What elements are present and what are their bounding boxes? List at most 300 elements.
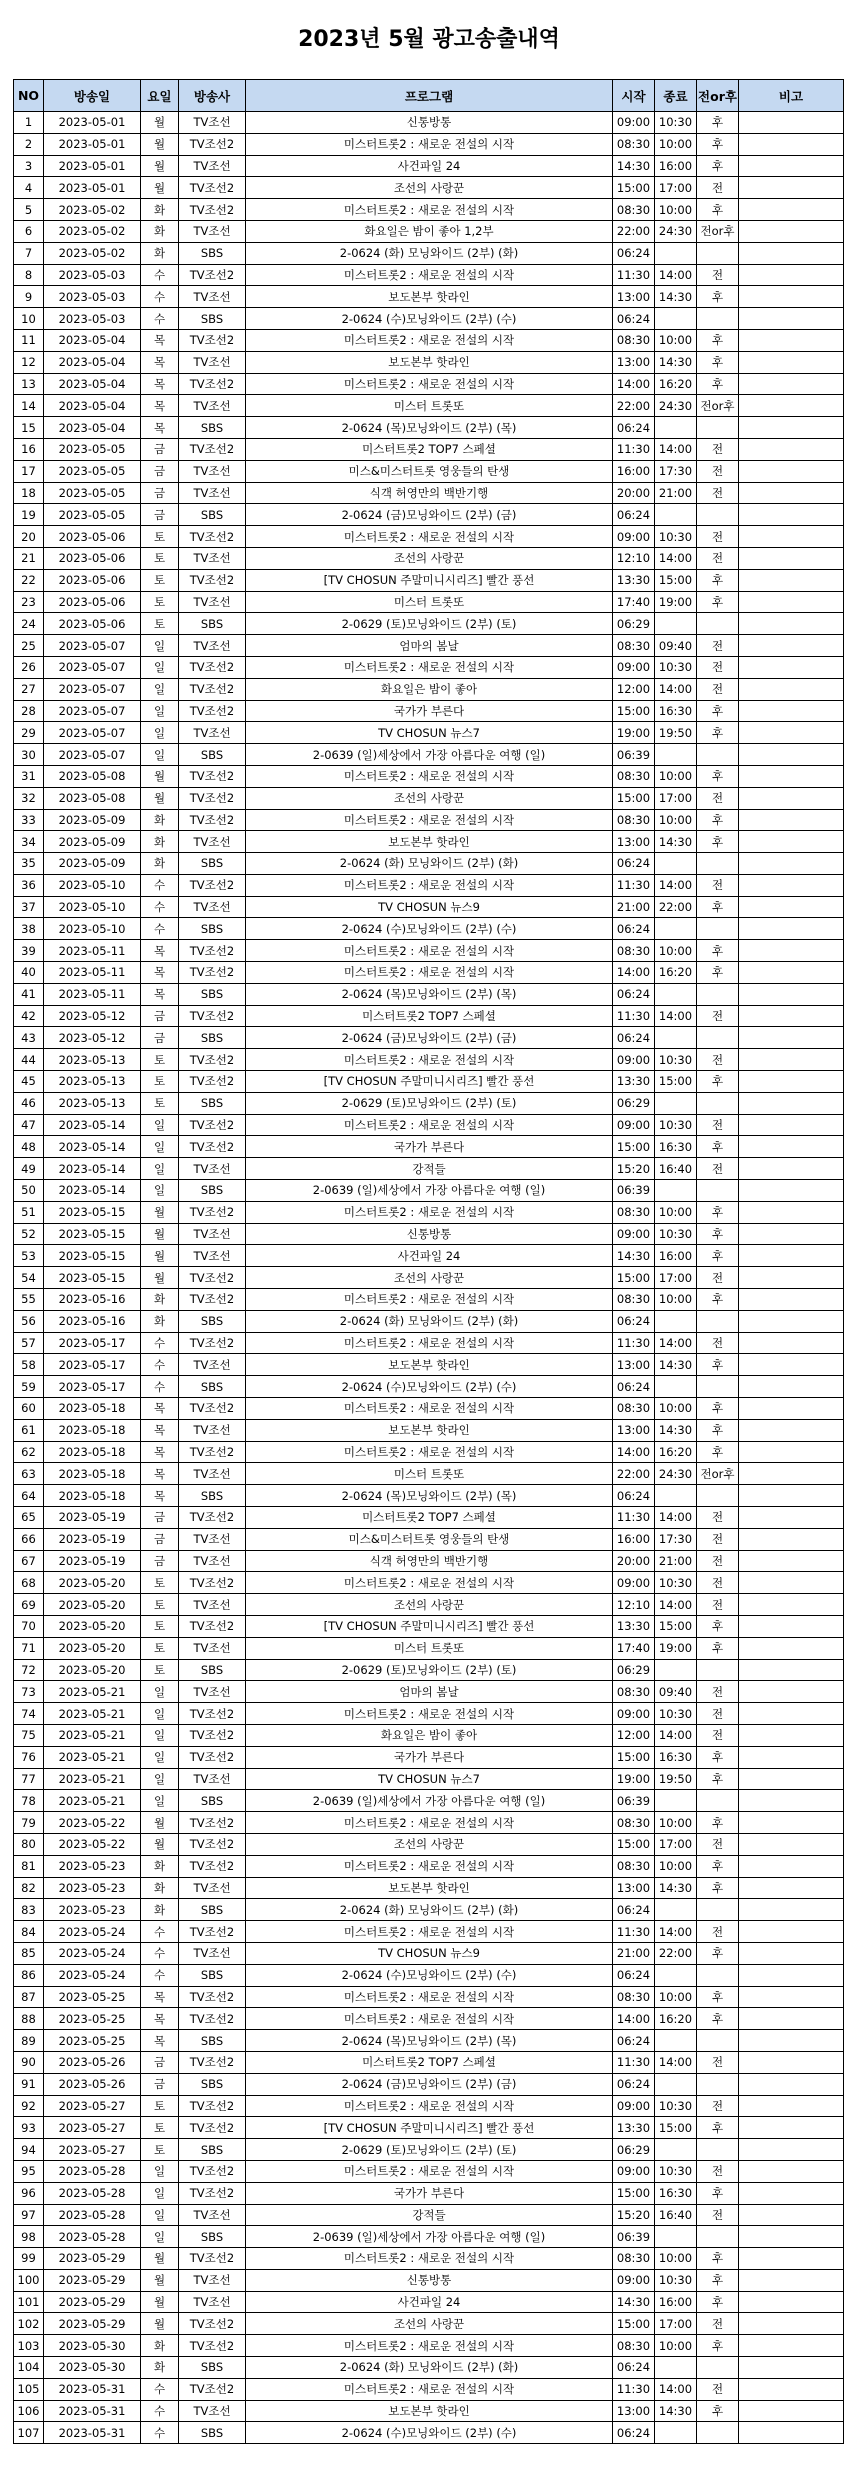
cell-end	[655, 1790, 697, 1812]
cell-start: 15:00	[613, 1267, 655, 1289]
cell-start: 06:24	[613, 1899, 655, 1921]
cell-channel: TV조선2	[179, 2117, 246, 2139]
table-row	[14, 1005, 844, 1027]
cell-before-after: 후	[697, 1746, 739, 1768]
cell-remarks	[739, 1637, 844, 1659]
cell-start: 08:30	[613, 940, 655, 962]
table-row	[14, 656, 844, 678]
cell-date: 2023-05-04	[44, 395, 141, 417]
cell-remarks	[739, 2226, 844, 2248]
cell-remarks	[739, 308, 844, 330]
cell-end: 09:40	[655, 1681, 697, 1703]
cell-start: 16:00	[613, 1528, 655, 1550]
cell-no: 93	[14, 2117, 44, 2139]
cell-date: 2023-05-25	[44, 2008, 141, 2030]
cell-program: 엄마의 봄날	[246, 635, 613, 657]
cell-before-after: 후	[697, 329, 739, 351]
cell-before-after	[697, 1027, 739, 1049]
header-no: NO	[14, 80, 44, 112]
cell-weekday: 금	[141, 1027, 179, 1049]
cell-start: 08:30	[613, 809, 655, 831]
cell-program: [TV CHOSUN 주말미니시리즈] 빨간 풍선	[246, 1071, 613, 1093]
cell-start: 19:00	[613, 1768, 655, 1790]
cell-end: 14:30	[655, 351, 697, 373]
cell-weekday: 월	[141, 2269, 179, 2291]
cell-remarks	[739, 1833, 844, 1855]
cell-date: 2023-05-27	[44, 2095, 141, 2117]
cell-program: 2-0624 (목)모닝와이드 (2부) (목)	[246, 1485, 613, 1507]
cell-program: 2-0629 (토)모닝와이드 (2부) (토)	[246, 1092, 613, 1114]
cell-end: 17:00	[655, 1833, 697, 1855]
cell-end: 14:00	[655, 264, 697, 286]
cell-start: 22:00	[613, 220, 655, 242]
cell-remarks	[739, 1027, 844, 1049]
table-row	[14, 1114, 844, 1136]
table-row	[14, 853, 844, 875]
cell-no: 100	[14, 2269, 44, 2291]
cell-no: 22	[14, 569, 44, 591]
cell-weekday: 화	[141, 1899, 179, 1921]
cell-end	[655, 1310, 697, 1332]
cell-weekday: 금	[141, 460, 179, 482]
cell-end: 17:00	[655, 787, 697, 809]
cell-channel: TV조선	[179, 1942, 246, 1964]
cell-before-after: 후	[697, 2182, 739, 2204]
cell-channel: TV조선2	[179, 2008, 246, 2030]
cell-end: 14:30	[655, 1877, 697, 1899]
cell-no: 86	[14, 1964, 44, 1986]
cell-program: 미스터트롯2 : 새로운 전설의 시작	[246, 962, 613, 984]
cell-channel: TV조선2	[179, 1703, 246, 1725]
cell-no: 3	[14, 155, 44, 177]
cell-date: 2023-05-07	[44, 722, 141, 744]
cell-program: 2-0629 (토)모닝와이드 (2부) (토)	[246, 2139, 613, 2161]
cell-before-after: 전	[697, 1724, 739, 1746]
cell-remarks	[739, 1899, 844, 1921]
cell-before-after	[697, 504, 739, 526]
cell-end: 16:30	[655, 1746, 697, 1768]
cell-start: 12:10	[613, 1594, 655, 1616]
cell-remarks	[739, 1354, 844, 1376]
table-row	[14, 373, 844, 395]
cell-before-after: 후	[697, 1768, 739, 1790]
cell-date: 2023-05-07	[44, 656, 141, 678]
cell-channel: TV조선	[179, 1158, 246, 1180]
cell-no: 66	[14, 1528, 44, 1550]
cell-end: 17:00	[655, 2313, 697, 2335]
cell-before-after	[697, 308, 739, 330]
cell-no: 105	[14, 2378, 44, 2400]
cell-channel: TV조선2	[179, 787, 246, 809]
cell-end: 10:30	[655, 1049, 697, 1071]
cell-start: 06:29	[613, 1092, 655, 1114]
cell-weekday: 토	[141, 569, 179, 591]
cell-no: 27	[14, 678, 44, 700]
cell-end: 21:00	[655, 1550, 697, 1572]
cell-weekday: 화	[141, 2335, 179, 2357]
cell-weekday: 일	[141, 656, 179, 678]
cell-date: 2023-05-16	[44, 1289, 141, 1311]
cell-no: 44	[14, 1049, 44, 1071]
cell-no: 48	[14, 1136, 44, 1158]
cell-no: 70	[14, 1615, 44, 1637]
cell-program: 미스터트롯2 : 새로운 전설의 시작	[246, 1332, 613, 1354]
cell-no: 28	[14, 700, 44, 722]
cell-program: 사건파일 24	[246, 1245, 613, 1267]
cell-weekday: 토	[141, 1615, 179, 1637]
cell-date: 2023-05-02	[44, 242, 141, 264]
cell-remarks	[739, 1768, 844, 1790]
cell-channel: TV조선	[179, 547, 246, 569]
cell-remarks	[739, 613, 844, 635]
cell-date: 2023-05-02	[44, 220, 141, 242]
cell-channel: SBS	[179, 2073, 246, 2095]
cell-start: 11:30	[613, 1507, 655, 1529]
cell-program: 식객 허영만의 백반기행	[246, 1550, 613, 1572]
table-row	[14, 220, 844, 242]
cell-weekday: 일	[141, 1180, 179, 1202]
cell-end: 14:00	[655, 1921, 697, 1943]
table-row	[14, 591, 844, 613]
cell-weekday: 일	[141, 722, 179, 744]
cell-end: 19:50	[655, 722, 697, 744]
cell-program: 화요일은 밤이 좋아	[246, 678, 613, 700]
header-remarks: 비고	[739, 80, 844, 112]
cell-no: 49	[14, 1158, 44, 1180]
cell-channel: TV조선	[179, 1223, 246, 1245]
cell-start: 13:00	[613, 831, 655, 853]
cell-weekday: 목	[141, 2008, 179, 2030]
cell-start: 21:00	[613, 896, 655, 918]
cell-weekday: 금	[141, 482, 179, 504]
cell-remarks	[739, 1659, 844, 1681]
cell-date: 2023-05-23	[44, 1899, 141, 1921]
header-start: 시작	[613, 80, 655, 112]
cell-start: 06:29	[613, 2139, 655, 2161]
cell-no: 33	[14, 809, 44, 831]
cell-before-after: 후	[697, 962, 739, 984]
cell-weekday: 월	[141, 1223, 179, 1245]
cell-program: TV CHOSUN 뉴스7	[246, 1768, 613, 1790]
cell-start: 06:39	[613, 1790, 655, 1812]
cell-date: 2023-05-23	[44, 1855, 141, 1877]
cell-weekday: 금	[141, 1005, 179, 1027]
cell-weekday: 일	[141, 1724, 179, 1746]
cell-before-after	[697, 2422, 739, 2444]
cell-program: 미스터트롯2 TOP7 스페셜	[246, 1005, 613, 1027]
cell-remarks	[739, 547, 844, 569]
cell-start: 13:00	[613, 2400, 655, 2422]
cell-start: 08:30	[613, 199, 655, 221]
cell-before-after: 후	[697, 1223, 739, 1245]
cell-program: 미스&미스터트롯 영웅들의 탄생	[246, 460, 613, 482]
cell-no: 83	[14, 1899, 44, 1921]
cell-date: 2023-05-14	[44, 1136, 141, 1158]
cell-weekday: 토	[141, 2117, 179, 2139]
cell-start: 09:00	[613, 1049, 655, 1071]
cell-channel: SBS	[179, 1790, 246, 1812]
cell-weekday: 월	[141, 787, 179, 809]
cell-weekday: 일	[141, 678, 179, 700]
cell-end: 17:30	[655, 460, 697, 482]
cell-channel: TV조선2	[179, 700, 246, 722]
cell-channel: TV조선2	[179, 438, 246, 460]
cell-before-after: 후	[697, 373, 739, 395]
cell-date: 2023-05-09	[44, 853, 141, 875]
cell-weekday: 토	[141, 1637, 179, 1659]
table-row	[14, 1289, 844, 1311]
cell-remarks	[739, 1245, 844, 1267]
cell-no: 9	[14, 286, 44, 308]
table-row	[14, 1550, 844, 1572]
cell-no: 64	[14, 1485, 44, 1507]
table-row	[14, 1790, 844, 1812]
cell-weekday: 목	[141, 983, 179, 1005]
cell-before-after: 전	[697, 2204, 739, 2226]
cell-before-after	[697, 744, 739, 766]
cell-weekday: 목	[141, 1485, 179, 1507]
cell-end: 10:30	[655, 1703, 697, 1725]
cell-remarks	[739, 1507, 844, 1529]
cell-weekday: 일	[141, 2160, 179, 2182]
cell-date: 2023-05-29	[44, 2291, 141, 2313]
table-row	[14, 2182, 844, 2204]
cell-program: [TV CHOSUN 주말미니시리즈] 빨간 풍선	[246, 569, 613, 591]
cell-weekday: 일	[141, 744, 179, 766]
table-row	[14, 1507, 844, 1529]
cell-channel: TV조선2	[179, 2095, 246, 2117]
cell-channel: TV조선2	[179, 1049, 246, 1071]
cell-channel: TV조선2	[179, 1986, 246, 2008]
cell-remarks	[739, 1485, 844, 1507]
cell-program: 조선의 사랑꾼	[246, 787, 613, 809]
cell-program: 2-0624 (화) 모닝와이드 (2부) (화)	[246, 242, 613, 264]
cell-date: 2023-05-20	[44, 1637, 141, 1659]
cell-end	[655, 504, 697, 526]
cell-end: 19:00	[655, 591, 697, 613]
cell-program: 보도본부 핫라인	[246, 831, 613, 853]
cell-before-after	[697, 1899, 739, 1921]
cell-date: 2023-05-15	[44, 1267, 141, 1289]
cell-end: 14:30	[655, 1354, 697, 1376]
table-row	[14, 2378, 844, 2400]
cell-date: 2023-05-21	[44, 1746, 141, 1768]
cell-date: 2023-05-15	[44, 1245, 141, 1267]
cell-channel: TV조선2	[179, 1812, 246, 1834]
table-row	[14, 504, 844, 526]
cell-end: 24:30	[655, 395, 697, 417]
cell-before-after: 전	[697, 1158, 739, 1180]
cell-date: 2023-05-08	[44, 765, 141, 787]
cell-program: 미스터트롯2 : 새로운 전설의 시작	[246, 2008, 613, 2030]
cell-date: 2023-05-11	[44, 962, 141, 984]
cell-end: 16:20	[655, 373, 697, 395]
cell-remarks	[739, 2073, 844, 2095]
cell-no: 34	[14, 831, 44, 853]
cell-no: 20	[14, 526, 44, 548]
cell-channel: SBS	[179, 1376, 246, 1398]
cell-program: 미스터트롯2 : 새로운 전설의 시작	[246, 329, 613, 351]
table-row	[14, 438, 844, 460]
cell-channel: SBS	[179, 308, 246, 330]
table-row	[14, 155, 844, 177]
cell-start: 08:30	[613, 1986, 655, 2008]
cell-date: 2023-05-24	[44, 1964, 141, 1986]
cell-start: 21:00	[613, 1942, 655, 1964]
cell-weekday: 수	[141, 2422, 179, 2444]
cell-end: 10:00	[655, 809, 697, 831]
table-row	[14, 874, 844, 896]
cell-no: 59	[14, 1376, 44, 1398]
cell-no: 91	[14, 2073, 44, 2095]
cell-end: 10:00	[655, 765, 697, 787]
cell-before-after: 후	[697, 1942, 739, 1964]
cell-remarks	[739, 2030, 844, 2052]
cell-channel: SBS	[179, 1180, 246, 1202]
cell-no: 101	[14, 2291, 44, 2313]
cell-weekday: 수	[141, 2400, 179, 2422]
cell-weekday: 월	[141, 133, 179, 155]
cell-program: 2-0624 (금)모닝와이드 (2부) (금)	[246, 504, 613, 526]
cell-start: 06:39	[613, 2226, 655, 2248]
table-row	[14, 2117, 844, 2139]
cell-remarks	[739, 700, 844, 722]
cell-weekday: 일	[141, 2204, 179, 2226]
cell-program: 2-0624 (금)모닝와이드 (2부) (금)	[246, 2073, 613, 2095]
cell-date: 2023-05-14	[44, 1158, 141, 1180]
cell-channel: TV조선2	[179, 2182, 246, 2204]
cell-date: 2023-05-26	[44, 2051, 141, 2073]
cell-remarks	[739, 1463, 844, 1485]
cell-date: 2023-05-21	[44, 1724, 141, 1746]
cell-end: 16:20	[655, 2008, 697, 2030]
cell-program: 강적들	[246, 2204, 613, 2226]
cell-end: 17:00	[655, 177, 697, 199]
cell-no: 94	[14, 2139, 44, 2161]
cell-program: 미스터 트롯또	[246, 591, 613, 613]
cell-before-after	[697, 1964, 739, 1986]
cell-before-after: 전	[697, 1114, 739, 1136]
cell-weekday: 목	[141, 395, 179, 417]
cell-before-after: 후	[697, 1855, 739, 1877]
cell-end: 10:00	[655, 1398, 697, 1420]
cell-end	[655, 613, 697, 635]
cell-before-after: 후	[697, 2248, 739, 2270]
cell-before-after: 후	[697, 700, 739, 722]
cell-program: 2-0624 (화) 모닝와이드 (2부) (화)	[246, 1899, 613, 1921]
cell-channel: TV조선	[179, 1768, 246, 1790]
cell-end: 17:30	[655, 1528, 697, 1550]
cell-before-after: 전	[697, 1528, 739, 1550]
cell-start: 14:30	[613, 155, 655, 177]
cell-program: 국가가 부른다	[246, 1746, 613, 1768]
cell-no: 21	[14, 547, 44, 569]
cell-program: 미스터트롯2 TOP7 스페셜	[246, 1507, 613, 1529]
cell-program: [TV CHOSUN 주말미니시리즈] 빨간 풍선	[246, 1615, 613, 1637]
cell-weekday: 화	[141, 831, 179, 853]
table-row	[14, 2248, 844, 2270]
cell-channel: TV조선2	[179, 1441, 246, 1463]
cell-before-after	[697, 1376, 739, 1398]
cell-date: 2023-05-11	[44, 940, 141, 962]
cell-start: 08:30	[613, 1855, 655, 1877]
cell-start: 06:29	[613, 613, 655, 635]
cell-start: 08:30	[613, 133, 655, 155]
cell-remarks	[739, 1877, 844, 1899]
cell-before-after: 후	[697, 1398, 739, 1420]
cell-channel: TV조선2	[179, 1921, 246, 1943]
cell-start: 13:00	[613, 351, 655, 373]
cell-no: 77	[14, 1768, 44, 1790]
cell-remarks	[739, 177, 844, 199]
cell-weekday: 월	[141, 112, 179, 134]
cell-channel: SBS	[179, 417, 246, 439]
cell-program: 2-0624 (화) 모닝와이드 (2부) (화)	[246, 853, 613, 875]
cell-end: 14:30	[655, 286, 697, 308]
cell-start: 06:24	[613, 2073, 655, 2095]
cell-before-after	[697, 1310, 739, 1332]
cell-no: 16	[14, 438, 44, 460]
cell-start: 06:39	[613, 1180, 655, 1202]
cell-channel: TV조선	[179, 2269, 246, 2291]
cell-end: 22:00	[655, 1942, 697, 1964]
cell-channel: SBS	[179, 2030, 246, 2052]
cell-date: 2023-05-08	[44, 787, 141, 809]
cell-before-after: 후	[697, 1441, 739, 1463]
cell-before-after: 후	[697, 1245, 739, 1267]
table-row	[14, 2291, 844, 2313]
table-row	[14, 1201, 844, 1223]
cell-program: 미스터트롯2 : 새로운 전설의 시작	[246, 526, 613, 548]
cell-remarks	[739, 1681, 844, 1703]
cell-before-after: 후	[697, 1201, 739, 1223]
cell-program: 미스터트롯2 : 새로운 전설의 시작	[246, 656, 613, 678]
table-row	[14, 1245, 844, 1267]
cell-program: 미스터트롯2 : 새로운 전설의 시작	[246, 1289, 613, 1311]
cell-channel: TV조선	[179, 1594, 246, 1616]
cell-end: 14:00	[655, 1005, 697, 1027]
cell-before-after: 후	[697, 286, 739, 308]
cell-before-after: 전	[697, 1005, 739, 1027]
cell-remarks	[739, 264, 844, 286]
cell-remarks	[739, 1398, 844, 1420]
cell-remarks	[739, 2182, 844, 2204]
cell-before-after: 전	[697, 1681, 739, 1703]
cell-date: 2023-05-01	[44, 155, 141, 177]
cell-channel: SBS	[179, 1659, 246, 1681]
cell-date: 2023-05-31	[44, 2422, 141, 2444]
cell-weekday: 일	[141, 700, 179, 722]
cell-before-after: 후	[697, 765, 739, 787]
table-row	[14, 2051, 844, 2073]
cell-weekday: 월	[141, 1267, 179, 1289]
cell-date: 2023-05-06	[44, 591, 141, 613]
cell-weekday: 월	[141, 1812, 179, 1834]
cell-channel: TV조선	[179, 351, 246, 373]
cell-channel: TV조선2	[179, 2248, 246, 2270]
cell-before-after: 전or후	[697, 1463, 739, 1485]
cell-before-after	[697, 417, 739, 439]
cell-end	[655, 918, 697, 940]
cell-start: 13:30	[613, 2117, 655, 2139]
cell-start: 11:30	[613, 2378, 655, 2400]
cell-start: 15:00	[613, 787, 655, 809]
cell-program: 미스터트롯2 : 새로운 전설의 시작	[246, 1201, 613, 1223]
cell-weekday: 금	[141, 2073, 179, 2095]
cell-program: 사건파일 24	[246, 2291, 613, 2313]
cell-weekday: 월	[141, 177, 179, 199]
cell-remarks	[739, 1812, 844, 1834]
